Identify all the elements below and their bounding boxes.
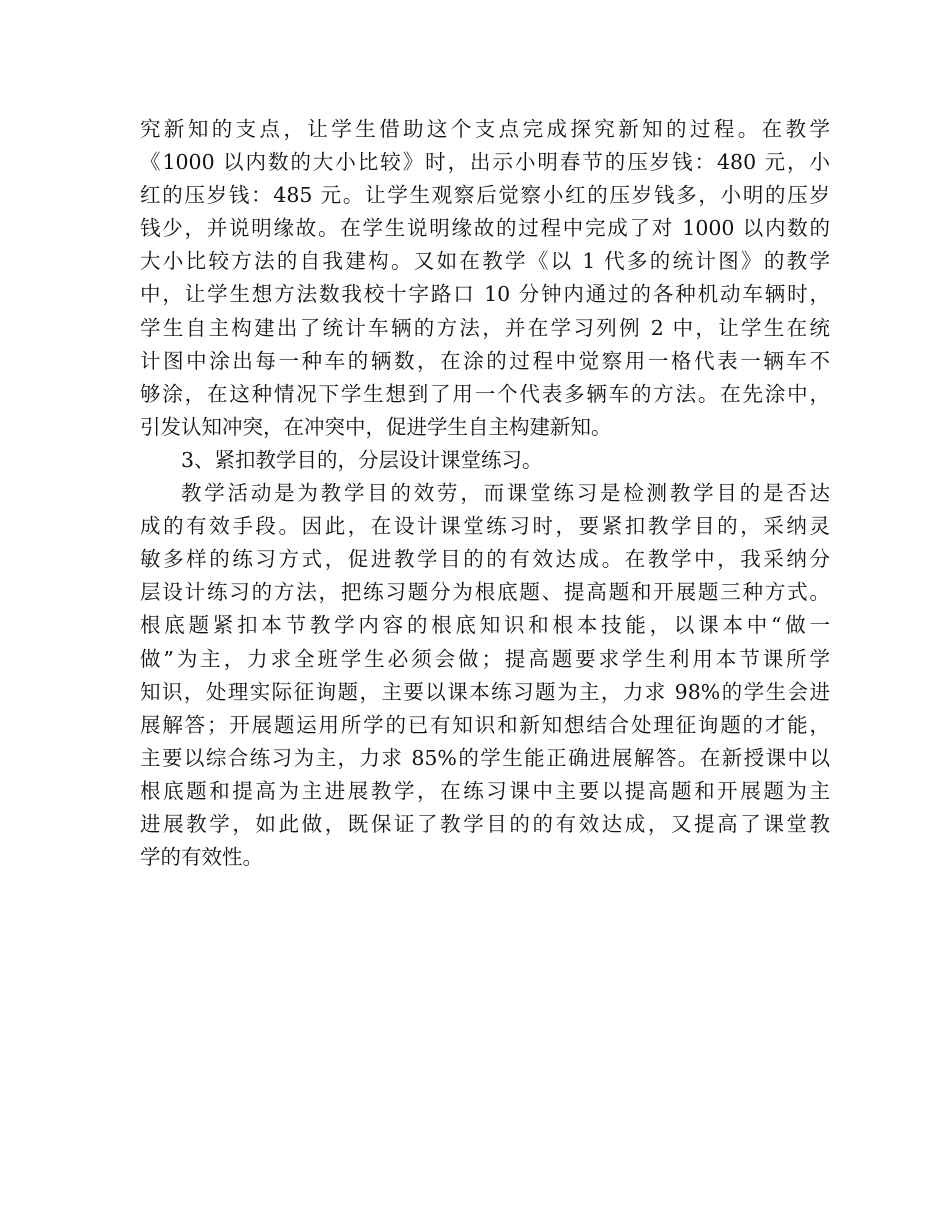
text-line: 做”为主，力求全班学生必须会做；提高题要求学生利用本节课所学: [140, 646, 830, 671]
text-line: 学的有效性。: [140, 845, 263, 870]
body-text: [140, 113, 830, 874]
text-line: 钱少，并说明缘故。在学生说明缘故的过程中完成了对 1000 以内数的: [140, 216, 830, 241]
text-line: 计图中涂出每一种车的辆数，在涂的过程中觉察用一格代表一辆车不: [140, 348, 830, 373]
text-line: 知识，处理实际征询题，主要以课本练习题为主，力求 98%的学生会进: [140, 679, 830, 704]
text-line: 教学活动是为教学目的效劳，而课堂练习是检测教学目的是否达: [181, 481, 830, 506]
text-line: 层设计练习的方法，把练习题分为根底题、提高题和开展题三种方式。: [140, 580, 830, 605]
text-line: 展解答；开展题运用所学的已有知识和新知想结合处理征询题的才能，: [140, 712, 830, 737]
text-line: 主要以综合练习为主，力求 85%的学生能正确进展解答。在新授课中以: [140, 745, 830, 770]
text-line: 《1000 以内数的大小比较》时，出示小明春节的压岁钱：480 元，小: [140, 150, 830, 175]
text-line: 引发认知冲突，在冲突中，促进学生自主构建新知。: [140, 414, 612, 439]
text-line: 成的有效手段。因此，在设计课堂练习时，要紧扣教学目的，采纳灵: [140, 514, 830, 539]
section-heading: 3、紧扣教学目的，分层设计课堂练习。: [181, 447, 543, 472]
text-line: 大小比较方法的自我建构。又如在教学《以 1 代多的统计图》的教学: [140, 249, 830, 274]
text-line: 敏多样的练习方式，促进教学目的的有效达成。在教学中，我采纳分: [140, 547, 830, 572]
text-line: 红的压岁钱：485 元。让学生观察后觉察小红的压岁钱多，小明的压岁: [140, 183, 830, 208]
text-line: 根底题和提高为主进展教学，在练习课中主要以提高题和开展题为主: [140, 778, 830, 803]
text-line: 学生自主构建出了统计车辆的方法，并在学习列例 2 中，让学生在统: [140, 315, 830, 340]
text-line: 够涂，在这种情况下学生想到了用一个代表多辆车的方法。在先涂中，: [140, 381, 830, 406]
text-line: 根底题紧扣本节教学内容的根底知识和根本技能，以课本中“做一: [140, 613, 830, 638]
text-line: 究新知的支点，让学生借助这个支点完成探究新知的过程。在教学: [140, 117, 830, 141]
text-line: 中，让学生想方法数我校十字路口 10 分钟内通过的各种机动车辆时，: [140, 282, 830, 307]
text-line: 进展教学，如此做，既保证了教学目的的有效达成，又提高了课堂教: [140, 811, 830, 836]
